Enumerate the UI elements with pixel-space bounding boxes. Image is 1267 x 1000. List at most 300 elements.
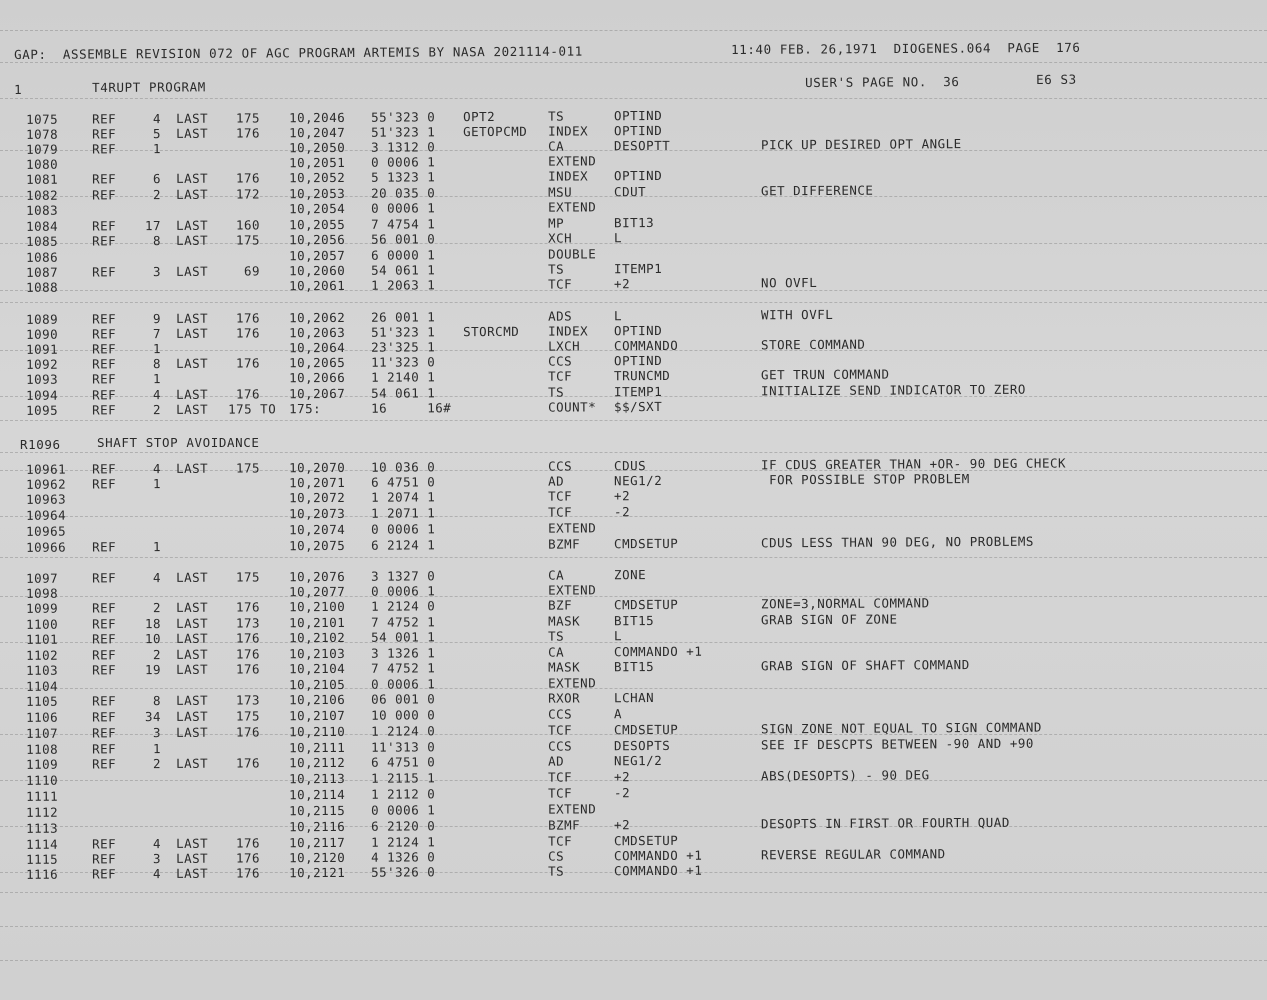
- seq-number: 1116: [25, 866, 59, 882]
- seq-number: 1098: [25, 585, 59, 601]
- last-keyword: LAST: [175, 630, 209, 646]
- last-page: 175: [235, 232, 261, 248]
- ref-count: 9: [152, 311, 162, 327]
- address: 10,2061: [288, 277, 346, 294]
- ref-count: 1: [152, 341, 162, 357]
- address: 10,2063: [288, 324, 346, 341]
- comment: GET TRUN COMMAND: [760, 366, 890, 383]
- comment: SEE IF DESCPTS BETWEEN -90 AND +90: [760, 735, 1034, 753]
- last-page: 176: [235, 835, 261, 851]
- operand: L: [613, 628, 623, 644]
- address: 10,2067: [288, 385, 346, 402]
- octal-code: 51'323 1: [370, 124, 436, 140]
- ruled-line: [0, 302, 1267, 303]
- seq-number: 1112: [25, 804, 59, 820]
- ref-count: 34: [144, 709, 162, 725]
- operand: OPTIND: [613, 352, 663, 369]
- opcode: COUNT*: [547, 399, 597, 415]
- last-page: 176: [235, 325, 261, 341]
- ref-keyword: REF: [91, 387, 117, 403]
- opcode: TS: [547, 628, 565, 644]
- seq-number: 1113: [25, 820, 59, 836]
- octal-code: 6 2124 1: [370, 537, 436, 553]
- section-label: R1096: [20, 437, 61, 452]
- seq-number: 1078: [25, 126, 59, 142]
- last-page: 175: [235, 460, 261, 476]
- last-keyword: LAST: [175, 355, 209, 371]
- ref-keyword: REF: [91, 662, 117, 678]
- page-code: E6 S3: [1036, 71, 1077, 87]
- operand: COMMANDO +1: [613, 643, 703, 660]
- operand: CDUT: [613, 184, 647, 200]
- octal-code: 1 2074 1: [370, 489, 436, 505]
- last-keyword: LAST: [175, 835, 209, 851]
- ref-count: 2: [152, 600, 162, 616]
- address: 10,2115: [288, 802, 346, 819]
- section-title: SHAFT STOP AVOIDANCE: [97, 435, 260, 450]
- last-keyword: LAST: [175, 310, 209, 326]
- ref-keyword: REF: [91, 233, 117, 249]
- opcode: INDEX: [547, 168, 589, 184]
- ref-count: 4: [152, 836, 162, 852]
- operand: BIT13: [613, 215, 655, 231]
- opcode: ADS: [547, 308, 573, 324]
- last-keyword: LAST: [175, 186, 209, 202]
- address: 10,2120: [288, 849, 346, 866]
- last-page: 176: [235, 724, 261, 740]
- address: 10,2104: [288, 660, 346, 677]
- operand: COMMANDO: [613, 337, 679, 354]
- seq-number: 1111: [25, 788, 59, 804]
- address: 10,2110: [288, 723, 346, 740]
- seq-number: 1085: [25, 233, 59, 249]
- opcode: RXOR: [547, 690, 581, 706]
- comment: INITIALIZE SEND INDICATOR TO ZERO: [760, 381, 1026, 399]
- seq-number: 1095: [25, 402, 59, 418]
- operand: ITEMP1: [613, 383, 663, 400]
- opcode: BZF: [547, 597, 573, 613]
- operand: ITEMP1: [613, 260, 663, 277]
- opcode: TCF: [547, 785, 573, 801]
- opcode: CS: [547, 848, 565, 864]
- operand: L: [613, 308, 623, 324]
- address: 10,2060: [288, 262, 346, 279]
- address: 10,2114: [288, 786, 346, 803]
- seq-number: 1091: [25, 341, 59, 357]
- address: 10,2046: [288, 109, 346, 126]
- address: 10,2117: [288, 834, 346, 851]
- operand: CDUS: [613, 458, 647, 474]
- ref-keyword: REF: [91, 647, 117, 663]
- comment: GRAB SIGN OF SHAFT COMMAND: [760, 657, 970, 674]
- seq-number: 1102: [25, 647, 59, 663]
- ref-keyword: REF: [91, 371, 117, 387]
- operand: NEG1/2: [613, 472, 663, 489]
- address: 10,2100: [288, 598, 346, 615]
- seq-number: 1089: [25, 311, 59, 327]
- last-page: 176: [235, 125, 261, 141]
- last-keyword: LAST: [175, 615, 209, 631]
- ref-keyword: REF: [91, 402, 117, 418]
- ref-count: 4: [152, 387, 162, 403]
- address: 10,2066: [288, 369, 346, 386]
- opcode: TCF: [547, 488, 573, 504]
- address: 10,2107: [288, 707, 346, 724]
- ref-keyword: REF: [91, 326, 117, 342]
- operand: -2: [613, 785, 631, 801]
- ref-keyword: REF: [91, 725, 117, 741]
- ref-count: 10: [144, 631, 162, 647]
- last-keyword: LAST: [175, 599, 209, 615]
- operand: CMDSETUP: [613, 535, 679, 552]
- operand: CMDSETUP: [613, 832, 679, 849]
- octal-code: 1 2124 1: [370, 834, 436, 850]
- seq-number: 1100: [25, 616, 59, 632]
- last-keyword: LAST: [175, 217, 209, 233]
- address: 10,2072: [288, 489, 346, 506]
- seq-number: 1099: [25, 600, 59, 616]
- opcode: INDEX: [547, 123, 589, 139]
- octal-code: 3 1312 0: [370, 139, 436, 155]
- address: 10,2064: [288, 339, 346, 356]
- octal-code: 6 0000 1: [370, 247, 436, 263]
- ruled-line: [0, 892, 1267, 893]
- opcode: XCH: [547, 230, 573, 246]
- comment: ZONE=3,NORMAL COMMAND: [760, 595, 930, 612]
- ruled-line: [0, 960, 1267, 961]
- ref-keyword: REF: [91, 851, 117, 867]
- page-left-number: 1: [14, 81, 23, 97]
- opcode: EXTEND: [547, 675, 597, 691]
- opcode: LXCH: [547, 338, 581, 354]
- opcode: CA: [547, 567, 565, 583]
- octal-code: 06 001 0: [370, 691, 436, 707]
- last-page: 176: [235, 386, 261, 402]
- opcode: TCF: [547, 276, 573, 292]
- opcode: TCF: [547, 368, 573, 384]
- address: 10,2112: [288, 754, 346, 771]
- last-page: 176: [235, 630, 261, 646]
- ref-count: 4: [152, 866, 162, 882]
- ref-count: 1: [152, 476, 162, 492]
- octal-code: 1 2124 0: [370, 598, 436, 614]
- program-title: T4RUPT PROGRAM: [92, 79, 206, 95]
- last-page: 176: [235, 661, 261, 677]
- address: 10,2050: [288, 139, 346, 156]
- last-keyword: LAST: [175, 386, 209, 402]
- comment: PICK UP DESIRED OPT ANGLE: [760, 136, 962, 153]
- octal-code: 5 1323 1: [370, 169, 436, 185]
- comment: DESOPTS IN FIRST OR FOURTH QUAD: [760, 814, 1010, 832]
- comment: STORE COMMAND: [760, 336, 866, 353]
- seq-number: 10964: [25, 507, 67, 523]
- ref-count: 1: [152, 741, 162, 757]
- seq-number: 1105: [25, 693, 59, 709]
- last-page: 175: [235, 708, 261, 724]
- comment: WITH OVFL: [760, 306, 834, 323]
- ref-count: 17: [144, 218, 162, 234]
- ref-count: 2: [152, 402, 162, 418]
- address: 10,2101: [288, 614, 346, 631]
- last-page: 175: [235, 110, 261, 126]
- octal-code: 0 0006 1: [370, 521, 436, 537]
- operand: LCHAN: [613, 690, 655, 706]
- seq-number: 1115: [25, 851, 59, 867]
- ref-keyword: REF: [91, 218, 117, 234]
- octal-code: 7 4752 1: [370, 614, 436, 630]
- last-page: 176: [235, 850, 261, 866]
- seq-number: 1110: [25, 772, 59, 788]
- ref-keyword: REF: [91, 741, 117, 757]
- ref-keyword: REF: [91, 126, 117, 142]
- ruled-line: [0, 452, 1267, 453]
- address: 10,2055: [288, 216, 346, 233]
- octal-code: 51'323 1: [370, 324, 436, 340]
- seq-number: 1088: [25, 279, 59, 295]
- last-keyword: LAST: [175, 232, 209, 248]
- ref-count: 3: [152, 264, 162, 280]
- address: 10,2111: [288, 739, 346, 756]
- operand: ZONE: [613, 567, 647, 583]
- octal-code: 1 2115 1: [370, 770, 436, 786]
- address: 10,2075: [288, 537, 346, 554]
- users-page-number: USER'S PAGE NO. 36: [805, 74, 960, 90]
- address: 10,2047: [288, 124, 346, 141]
- address: 10,2106: [288, 691, 346, 708]
- header-datetime-page: 11:40 FEB. 26,1971 DIOGENES.064 PAGE 176: [731, 39, 1081, 57]
- octal-code: 10 000 0: [370, 707, 436, 723]
- ref-count: 4: [152, 570, 162, 586]
- seq-number: 1075: [25, 111, 59, 127]
- last-keyword: LAST: [175, 170, 209, 186]
- last-keyword: LAST: [175, 460, 209, 476]
- octal-code: 1 2140 1: [370, 369, 436, 385]
- last-page: 175 TO: [227, 401, 277, 417]
- ref-count: 8: [152, 693, 162, 709]
- octal-code: 10 036 0: [370, 459, 436, 475]
- seq-number: 1107: [25, 725, 59, 741]
- seq-number: 10965: [25, 523, 67, 539]
- ref-keyword: REF: [91, 341, 117, 357]
- ruled-line: [0, 98, 1267, 99]
- opcode: EXTEND: [547, 153, 597, 169]
- address: 10,2074: [288, 521, 346, 538]
- seq-number: 1087: [25, 264, 59, 280]
- address: 10,2077: [288, 583, 346, 600]
- operand: BIT15: [613, 613, 655, 629]
- last-keyword: LAST: [175, 401, 209, 417]
- last-keyword: LAST: [175, 755, 209, 771]
- assembly-header: GAP: ASSEMBLE REVISION 072 OF AGC PROGRAM ARTEMIS BY NASA 2021114-011: [14, 43, 583, 62]
- opcode: TCF: [547, 722, 573, 738]
- ref-keyword: REF: [91, 141, 117, 157]
- seq-number: 10966: [25, 539, 67, 555]
- seq-number: 1094: [25, 387, 59, 403]
- operand: +2: [613, 276, 631, 292]
- last-page: 176: [235, 599, 261, 615]
- octal-code: 3 1326 1: [370, 645, 436, 661]
- ref-count: 1: [152, 141, 162, 157]
- ruled-line: [0, 62, 1267, 63]
- octal-code: 3 1327 0: [370, 568, 436, 584]
- seq-number: 1104: [25, 678, 59, 694]
- octal-code: 0 0006 1: [370, 802, 436, 818]
- ref-count: 5: [152, 126, 162, 142]
- ref-keyword: REF: [91, 570, 117, 586]
- ref-keyword: REF: [91, 311, 117, 327]
- octal-code: 23'325 1: [370, 339, 436, 355]
- ref-keyword: REF: [91, 631, 117, 647]
- octal-code: 1 2063 1: [370, 277, 436, 293]
- comment: FOR POSSIBLE STOP PROBLEM: [760, 471, 970, 488]
- comment: CDUS LESS THAN 90 DEG, NO PROBLEMS: [760, 533, 1034, 551]
- octal-code: 1 2071 1: [370, 505, 436, 521]
- last-keyword: LAST: [175, 125, 209, 141]
- octal-code: 54 061 1: [370, 262, 436, 278]
- address: 10,2076: [288, 568, 346, 585]
- opcode: TS: [547, 261, 565, 277]
- ref-count: 3: [152, 725, 162, 741]
- ref-count: 8: [152, 356, 162, 372]
- opcode: AD: [547, 473, 565, 489]
- comment: GRAB SIGN OF ZONE: [760, 611, 898, 628]
- comment: REVERSE REGULAR COMMAND: [760, 846, 946, 863]
- seq-number: 1108: [25, 741, 59, 757]
- ref-keyword: REF: [91, 756, 117, 772]
- octal-code: 6 4751 0: [370, 754, 436, 770]
- ref-count: 18: [144, 616, 162, 632]
- seq-number: 10961: [25, 461, 67, 477]
- opcode: TCF: [547, 769, 573, 785]
- octal-code: 11'323 0: [370, 354, 436, 370]
- last-keyword: LAST: [175, 661, 209, 677]
- opcode: CCS: [547, 353, 573, 369]
- opcode: EXTEND: [547, 801, 597, 817]
- operand: NEG1/2: [613, 752, 663, 769]
- octal-code: 55'323 0: [370, 109, 436, 125]
- ref-count: 3: [152, 851, 162, 867]
- ruled-line: [0, 420, 1267, 421]
- ref-count: 4: [152, 461, 162, 477]
- octal-code: 11'313 0: [370, 739, 436, 755]
- operand: TRUNCMD: [613, 367, 671, 384]
- opcode: INDEX: [547, 323, 589, 339]
- comment: ABS(DESOPTS) - 90 DEG: [760, 767, 930, 784]
- ref-keyword: REF: [91, 187, 117, 203]
- ref-keyword: REF: [91, 171, 117, 187]
- opcode: MASK: [547, 613, 581, 629]
- operand: OPTIND: [613, 122, 663, 139]
- octal-code: 1 2124 0: [370, 723, 436, 739]
- operand: OPTIND: [613, 167, 663, 184]
- last-keyword: LAST: [175, 325, 209, 341]
- operand: CMDSETUP: [613, 721, 679, 738]
- ref-count: 2: [152, 647, 162, 663]
- opcode: DOUBLE: [547, 246, 597, 262]
- octal-code: 0 0006 1: [370, 583, 436, 599]
- address: 10,2102: [288, 629, 346, 646]
- seq-number: 1090: [25, 326, 59, 342]
- seq-number: 1097: [25, 570, 59, 586]
- operand: OPTIND: [613, 322, 663, 339]
- opcode: EXTEND: [547, 199, 597, 215]
- operand: OPTIND: [613, 107, 663, 124]
- address: 10,2105: [288, 676, 346, 693]
- seq-number: 1080: [25, 156, 59, 172]
- address: 10,2053: [288, 185, 346, 202]
- last-page: 176: [235, 646, 261, 662]
- last-page: 176: [235, 355, 261, 371]
- last-keyword: LAST: [175, 569, 209, 585]
- octal-code: 7 4754 1: [370, 216, 436, 232]
- octal-code: 0 0006 1: [370, 200, 436, 216]
- operand: +2: [613, 769, 631, 785]
- operand: DESOPTT: [613, 137, 671, 154]
- ref-count: 1: [152, 539, 162, 555]
- address: 10,2051: [288, 154, 346, 171]
- ref-count: 4: [152, 111, 162, 127]
- last-page: 69: [243, 263, 261, 279]
- operand: COMMANDO +1: [613, 862, 703, 879]
- last-keyword: LAST: [175, 646, 209, 662]
- octal-code: 6 2120 0: [370, 818, 436, 834]
- ref-count: 8: [152, 233, 162, 249]
- address: 10,2056: [288, 231, 346, 248]
- address: 10,2121: [288, 864, 346, 881]
- seq-number: 10962: [25, 476, 67, 492]
- ref-keyword: REF: [91, 476, 117, 492]
- symbol-label: OPT2: [462, 108, 496, 125]
- octal-code: 54 061 1: [370, 385, 436, 401]
- last-page: 176: [235, 170, 261, 186]
- last-keyword: LAST: [175, 724, 209, 740]
- opcode: AD: [547, 753, 565, 769]
- opcode: CCS: [547, 738, 573, 754]
- address: 10,2073: [288, 505, 346, 522]
- last-page: 173: [235, 692, 261, 708]
- comment: GET DIFFERENCE: [760, 182, 874, 199]
- seq-number: 1086: [25, 249, 59, 265]
- ref-count: 1: [152, 371, 162, 387]
- seq-number: 1092: [25, 356, 59, 372]
- address: 10,2116: [288, 818, 346, 835]
- operand: BIT15: [613, 659, 655, 675]
- ref-count: 19: [144, 662, 162, 678]
- last-page: 176: [235, 755, 261, 771]
- octal-code: 1 2112 0: [370, 786, 436, 802]
- last-keyword: LAST: [175, 110, 209, 126]
- address: 10,2065: [288, 354, 346, 371]
- opcode: TS: [547, 863, 565, 879]
- ruled-line: [0, 926, 1267, 927]
- operand: DESOPTS: [613, 737, 671, 754]
- ref-count: 2: [152, 187, 162, 203]
- opcode: CCS: [547, 458, 573, 474]
- ruled-line: [0, 30, 1267, 31]
- seq-number: 10963: [25, 491, 67, 507]
- octal-code: 26 001 1: [370, 309, 436, 325]
- opcode: CA: [547, 138, 565, 154]
- ref-keyword: REF: [91, 600, 117, 616]
- octal-code: 55'326 0: [370, 864, 436, 880]
- ref-keyword: REF: [91, 866, 117, 882]
- seq-number: 1103: [25, 662, 59, 678]
- ref-count: 7: [152, 326, 162, 342]
- opcode: EXTEND: [547, 582, 597, 598]
- seq-number: 1083: [25, 202, 59, 218]
- address: 10,2052: [288, 169, 346, 186]
- operand: -2: [613, 504, 631, 520]
